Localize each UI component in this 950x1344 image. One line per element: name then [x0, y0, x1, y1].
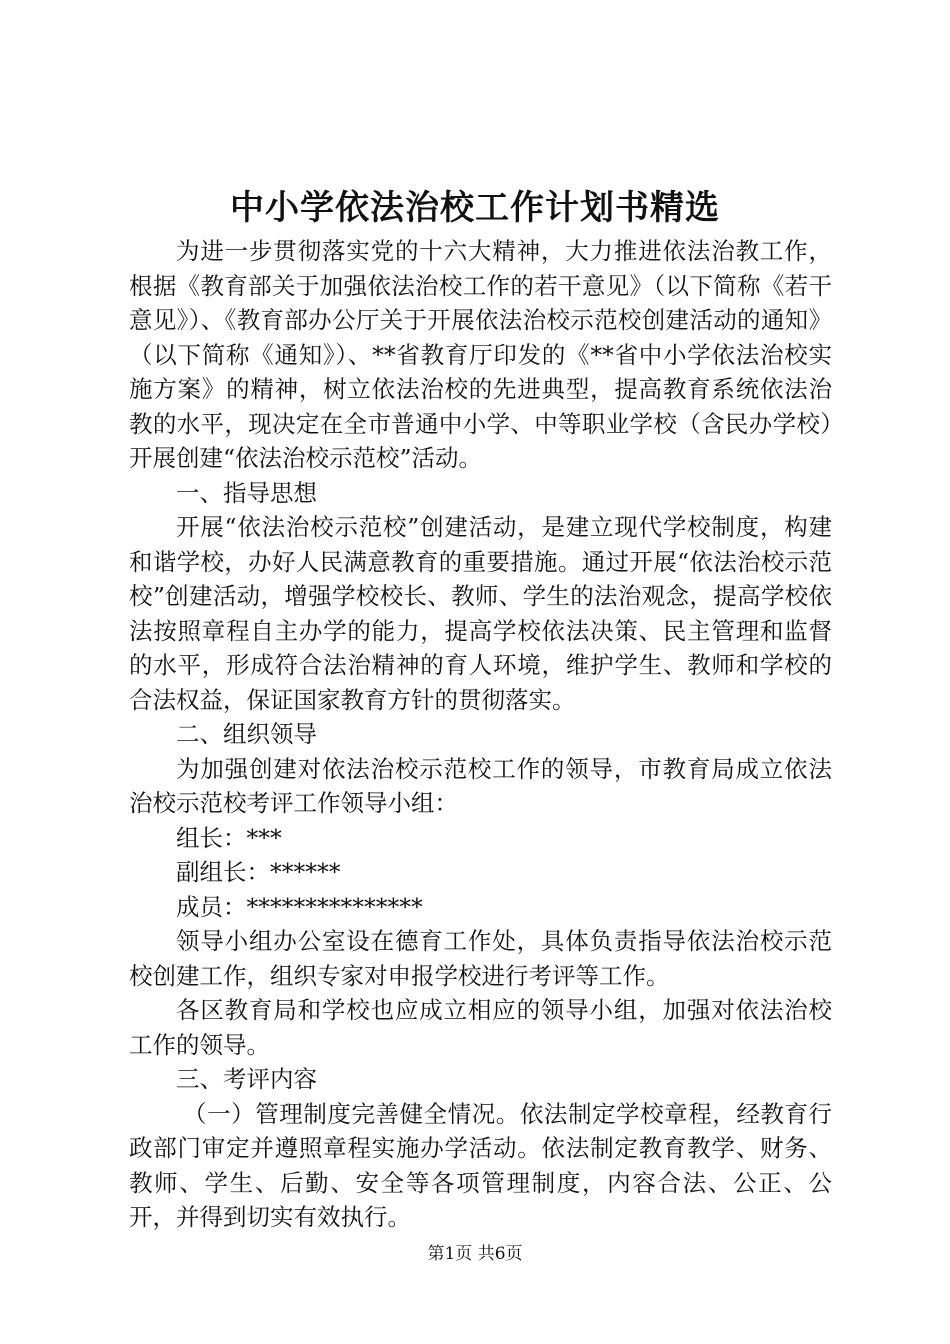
- section-heading-guiding-ideology: 一、指导思想: [176, 478, 317, 507]
- paragraph-intro: 为进一步贯彻落实党的十六大精神，大力推进依法治教工作，根据《教育部关于加强依法治校工作的若干意见》（以下简称《若干意见》）、《教育部办公厅关于开展依法治校示范校创建活动的通知》（以下简称《通知》）、**省教育厅印发的《**省中小学依法治校实施方案》的精神，树立依法治校的先进典型，提高教育系统依法治教的水平，现决定在全市普通中小学、中等职业学校（含民办学校）开展创建“依法治校示范校”活动。: [129, 237, 832, 472]
- paragraph-guiding-ideology: 开展“依法治校示范校”创建活动，是建立现代学校制度，构建和谐学校，办好人民满意教育的重要措施。通过开展“依法治校示范校”创建活动，增强学校校长、教师、学生的法治观念，提高学校依法按照章程自主办学的能力，提高学校依法决策、民主管理和监督的水平，形成符合法治精神的育人环境，维护学生、教师和学校的合法权益，保证国家教育方针的贯彻落实。: [129, 513, 832, 714]
- document-body: [129, 234, 832, 1235]
- paragraph-district-groups: 各区教育局和学校也应成立相应的领导小组，加强对依法治校工作的领导。: [129, 996, 832, 1059]
- paragraph-leading-group: 为加强创建对依法治校示范校工作的领导，市教育局成立依法治校示范校考评工作领导小组：: [129, 754, 832, 817]
- paragraph-office: 领导小组办公室设在德育工作处，具体负责指导依法治校示范校创建工作，组织专家对申报学校进行考评等工作。: [129, 927, 832, 990]
- page-indicator: 第1页 共6页: [427, 1244, 523, 1264]
- section-heading-organization: 二、组织领导: [176, 720, 317, 748]
- deputy-leader-line: 副组长：******: [176, 858, 341, 886]
- group-leader-line: 组长：***: [176, 823, 282, 852]
- document-title: 中小学依法治校工作计划书精选: [230, 188, 720, 228]
- paragraph-management-system: （一）管理制度完善健全情况。依法制定学校章程，经教育行政部门审定并遵照章程实施办学活动。依法制定教育教学、财务、教师、学生、后勤、安全等各项管理制度，内容合法、公正、公开，并得到切实有效执行。: [129, 1099, 832, 1231]
- section-heading-evaluation: 三、考评内容: [176, 1065, 317, 1093]
- members-line: 成员：***************: [176, 892, 423, 921]
